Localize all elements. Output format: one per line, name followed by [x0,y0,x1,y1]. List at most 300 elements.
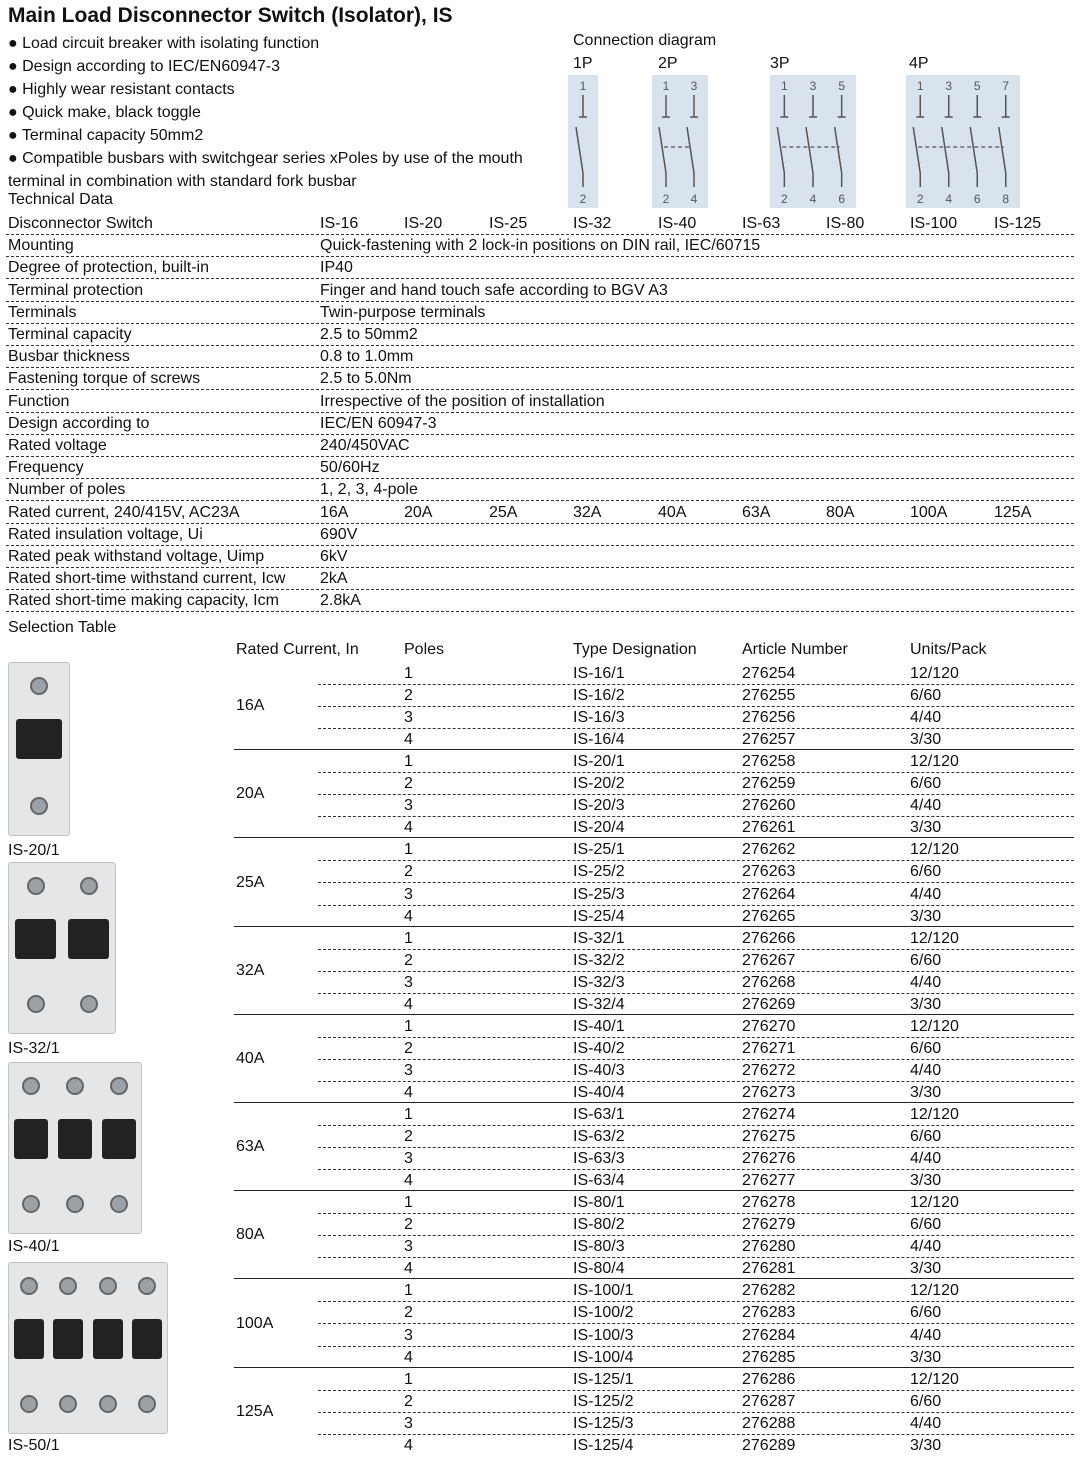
type-designation-cell: IS-20/3 [573,797,625,815]
toggle-lever-icon [93,1319,123,1359]
article-number-cell: 276284 [742,1326,796,1344]
poles-cell: 1 [404,753,413,771]
model-name: IS-80 [826,215,865,232]
units-pack-cell: 6/60 [910,775,942,793]
header-poles: Poles [404,641,445,658]
type-designation-cell: IS-80/3 [573,1238,625,1256]
type-designation-cell: IS-16/2 [573,687,625,705]
group-rated-current: 20A [236,785,265,803]
svg-text:4: 4 [690,192,698,206]
tech-row-label: Rated short-time withstand current, Icw [8,570,286,588]
terminal-screw-icon [30,677,48,695]
terminal-screw-icon [27,995,45,1013]
units-pack-cell: 4/40 [910,1326,942,1344]
poles-cell: 1 [404,1017,413,1035]
article-number-cell: 276275 [742,1128,796,1146]
tech-row-label: Frequency [8,459,84,477]
poles-cell: 3 [404,885,413,903]
article-number-cell: 276280 [742,1238,796,1256]
terminal-screw-icon [30,797,48,815]
type-designation-cell: IS-100/1 [573,1282,634,1300]
units-pack-cell: 6/60 [910,1304,942,1322]
feature-item: ● Highly wear resistant contacts [8,81,235,98]
units-pack-cell: 12/120 [910,1370,959,1388]
units-pack-cell: 4/40 [910,1150,942,1168]
tech-row-value: 240/450VAC [320,437,410,454]
toggle-lever-icon [68,919,108,959]
rated-current-value: 80A [826,503,855,521]
article-number-cell: 276285 [742,1348,796,1366]
tech-row [6,279,1074,302]
article-number-cell: 276255 [742,687,796,705]
feature-item: ● Quick make, black toggle [8,104,201,121]
toggle-lever-icon [132,1319,162,1359]
svg-text:2: 2 [780,192,788,206]
connection-diagram-3p [770,75,856,208]
tech-row-label: Function [8,392,70,410]
connection-diagram-1p [568,75,598,208]
group-rated-current: 40A [236,1049,265,1067]
group-rated-current: 125A [236,1402,274,1420]
terminal-screw-icon [22,1195,40,1213]
tech-row [6,434,1074,457]
pole-label-1p: 1P [573,55,593,72]
tech-row [6,301,1074,324]
units-pack-cell: 6/60 [910,1039,942,1057]
units-pack-cell: 3/30 [910,731,942,749]
type-designation-cell: IS-125/1 [573,1370,634,1388]
tech-row-label: Rated current, 240/415V, AC23A [8,503,240,521]
tech-row-label: Design according to [8,414,150,432]
tech-row [6,589,1074,612]
tech-row-value: 2.5 to 5.0Nm [320,370,412,388]
connection-diagram-title: Connection diagram [573,32,717,49]
article-number-cell: 276286 [742,1370,796,1388]
current-group [234,662,1074,750]
tech-row-label: Rated peak withstand voltage, Uimp [8,548,265,565]
type-designation-cell: IS-20/2 [573,775,625,793]
poles-cell: 3 [404,1326,413,1344]
article-number-cell: 276288 [742,1414,796,1432]
units-pack-cell: 12/120 [910,1282,959,1300]
terminal-screw-icon [99,1395,117,1413]
toggle-lever-icon [14,1119,47,1159]
isolator-device-image [8,1262,168,1434]
article-number-cell: 276265 [742,907,796,925]
poles-cell: 3 [404,973,413,991]
group-rated-current: 32A [236,961,265,979]
type-designation-cell: IS-16/4 [573,731,625,749]
article-number-cell: 276287 [742,1392,796,1410]
poles-cell: 3 [404,709,413,727]
group-rated-current: 63A [236,1138,265,1156]
type-designation-cell: IS-40/3 [573,1061,625,1079]
type-designation-cell: IS-63/1 [573,1106,625,1123]
tech-row-value: IEC/EN 60947-3 [320,414,437,432]
article-number-cell: 276269 [742,995,796,1013]
type-designation-cell: IS-40/4 [573,1083,625,1101]
current-group [234,1015,1074,1103]
tech-row-value: IP40 [320,259,353,277]
terminal-screw-icon [66,1077,84,1095]
tech-row-value: 690V [320,525,358,543]
units-pack-cell: 3/30 [910,1260,942,1278]
tech-row [6,567,1074,590]
poles-cell: 1 [404,929,413,947]
article-number-cell: 276282 [742,1282,796,1300]
units-pack-cell: 3/30 [910,819,942,837]
svg-text:2: 2 [916,192,924,206]
tech-header-row [6,212,1074,235]
article-number-cell: 276273 [742,1083,796,1101]
article-number-cell: 276272 [742,1061,796,1079]
toggle-lever-icon [15,919,55,959]
svg-text:2: 2 [662,192,670,206]
current-group [234,1191,1074,1279]
header-units-pack: Units/Pack [910,641,987,658]
svg-text:1: 1 [579,79,587,93]
header-article-number: Article Number [742,641,848,658]
tech-row [6,478,1074,501]
type-designation-cell: IS-80/4 [573,1260,625,1278]
units-pack-cell: 12/120 [910,665,959,682]
units-pack-cell: 4/40 [910,973,942,991]
type-designation-cell: IS-25/1 [573,841,625,859]
tech-row-value: Finger and hand touch safe according to BGV A3 [320,281,668,299]
rated-current-value: 20A [404,503,433,521]
article-number-cell: 276262 [742,841,796,859]
units-pack-cell: 3/30 [910,1436,942,1454]
terminal-screw-icon [99,1277,117,1295]
terminal-screw-icon [138,1395,156,1413]
article-number-cell: 276277 [742,1172,796,1190]
units-pack-cell: 12/120 [910,841,959,859]
feature-item: ● Design according to IEC/EN60947-3 [8,58,281,75]
type-designation-cell: IS-16/3 [573,709,625,727]
article-number-cell: 276279 [742,1216,796,1234]
terminal-screw-icon [80,995,98,1013]
tech-row-value: 2kA [320,570,348,588]
current-group [234,927,1074,1015]
feature-item: ● Compatible busbars with switchgear series xPoles by use of the mouth terminal in combination with standard fork busbar [8,150,523,190]
product-caption: IS-50/1 [8,1437,60,1454]
tech-row-label: Number of poles [8,481,126,499]
tech-row-value: Twin-purpose terminals [320,303,486,321]
type-designation-cell: IS-32/2 [573,951,625,969]
article-number-cell: 276281 [742,1260,796,1278]
terminal-screw-icon [110,1195,128,1213]
poles-cell: 1 [404,665,413,682]
article-number-cell: 276254 [742,665,796,682]
units-pack-cell: 6/60 [910,1392,942,1410]
article-number-cell: 276260 [742,797,796,815]
tech-row-label: Terminal protection [8,281,144,299]
current-group [234,1279,1074,1367]
units-pack-cell: 12/120 [910,753,959,771]
units-pack-cell: 12/120 [910,929,959,947]
tech-row-value: 2.8kA [320,592,361,610]
units-pack-cell: 6/60 [910,951,942,969]
tech-row [6,523,1074,546]
article-number-cell: 276274 [742,1106,796,1123]
svg-text:3: 3 [809,79,817,93]
tech-row-label: Terminal capacity [8,326,132,343]
product-caption: IS-40/1 [8,1238,60,1255]
model-name: IS-25 [489,215,528,232]
poles-cell: 2 [404,863,413,881]
article-number-cell: 276289 [742,1436,796,1454]
article-number-cell: 276259 [742,775,796,793]
svg-text:6: 6 [973,192,981,206]
type-designation-cell: IS-125/3 [573,1414,634,1432]
model-name: IS-125 [994,215,1042,232]
type-designation-cell: IS-80/2 [573,1216,625,1234]
tech-row-label: Degree of protection, built-in [8,259,209,277]
tech-row [6,345,1074,368]
article-number-cell: 276258 [742,753,796,771]
svg-text:7: 7 [1002,79,1010,93]
terminal-screw-icon [20,1395,38,1413]
poles-cell: 4 [404,1172,413,1190]
type-designation-cell: IS-32/4 [573,995,625,1013]
tech-row-label: Disconnector Switch [8,215,153,232]
terminal-screw-icon [66,1195,84,1213]
rated-current-value: 125A [994,503,1032,521]
tech-row-label: Terminals [8,303,77,321]
type-designation-cell: IS-32/1 [573,929,625,947]
units-pack-cell: 6/60 [910,863,942,881]
poles-cell: 2 [404,1128,413,1146]
group-rated-current: 16A [236,697,265,715]
units-pack-cell: 3/30 [910,1172,942,1190]
tech-row [6,367,1074,390]
article-number-cell: 276263 [742,863,796,881]
article-number-cell: 276264 [742,885,796,903]
header-type-designation: Type Designation [573,641,697,658]
svg-text:5: 5 [973,79,981,93]
poles-cell: 2 [404,1392,413,1410]
tech-row [6,545,1074,568]
type-designation-cell: IS-25/3 [573,885,625,903]
header-rated-current: Rated Current, In [236,641,359,658]
poles-cell: 4 [404,819,413,837]
poles-cell: 1 [404,1282,413,1300]
units-pack-cell: 6/60 [910,687,942,705]
model-name: IS-63 [742,215,781,232]
rated-current-value: 63A [742,503,771,521]
svg-text:8: 8 [1002,192,1010,206]
article-number-cell: 276257 [742,731,796,749]
poles-cell: 1 [404,1106,413,1123]
poles-cell: 1 [404,1370,413,1388]
terminal-screw-icon [22,1077,40,1095]
poles-cell: 1 [404,841,413,859]
rated-current-value: 100A [910,503,948,521]
article-number-cell: 276267 [742,951,796,969]
tech-row-value: 2.5 to 50mm2 [320,326,418,343]
tech-row-label: Busbar thickness [8,348,130,366]
rated-current-value: 32A [573,503,602,521]
feature-list [8,32,568,193]
pole-label-3p: 3P [770,55,790,72]
tech-row-label: Rated voltage [8,437,107,454]
toggle-lever-icon [16,719,62,759]
current-group [234,750,1074,838]
connection-diagram-2p [652,75,708,208]
tech-row-value: 6kV [320,548,348,565]
article-number-cell: 276270 [742,1017,796,1035]
poles-cell: 4 [404,731,413,749]
units-pack-cell: 12/120 [910,1106,959,1123]
units-pack-cell: 3/30 [910,1348,942,1366]
units-pack-cell: 3/30 [910,995,942,1013]
poles-cell: 2 [404,775,413,793]
type-designation-cell: IS-100/3 [573,1326,634,1344]
poles-cell: 3 [404,1150,413,1168]
feature-item: ● Terminal capacity 50mm2 [8,127,204,144]
poles-cell: 1 [404,1194,413,1212]
tech-row [6,323,1074,346]
current-group [234,838,1074,926]
units-pack-cell: 4/40 [910,885,942,903]
model-name: IS-20 [404,215,443,232]
toggle-lever-icon [58,1119,91,1159]
tech-row-label: Rated short-time making capacity, Icm [8,592,279,610]
type-designation-cell: IS-63/4 [573,1172,625,1190]
current-group [234,1368,1074,1455]
poles-cell: 4 [404,1348,413,1366]
svg-text:3: 3 [690,79,698,93]
terminal-screw-icon [80,877,98,895]
article-number-cell: 276266 [742,929,796,947]
poles-cell: 4 [404,995,413,1013]
terminal-screw-icon [20,1277,38,1295]
type-designation-cell: IS-25/4 [573,907,625,925]
poles-cell: 2 [404,1039,413,1057]
model-name: IS-16 [320,215,359,232]
model-name: IS-40 [658,215,697,232]
tech-row [6,234,1074,257]
tech-row-value: 50/60Hz [320,459,380,477]
product-caption: IS-20/1 [8,842,60,859]
pole-label-4p: 4P [909,55,929,72]
selection-table-title: Selection Table [8,619,117,636]
group-rated-current: 25A [236,873,265,891]
units-pack-cell: 4/40 [910,797,942,815]
type-designation-cell: IS-20/4 [573,819,625,837]
poles-cell: 3 [404,1061,413,1079]
tech-row-label: Fastening torque of screws [8,370,201,388]
terminal-screw-icon [59,1277,77,1295]
toggle-lever-icon [102,1119,135,1159]
units-pack-cell: 4/40 [910,1238,942,1256]
model-name: IS-100 [910,215,958,232]
type-designation-cell: IS-32/3 [573,973,625,991]
tech-row [6,412,1074,435]
model-name: IS-32 [573,215,612,232]
feature-item: ● Load circuit breaker with isolating function [8,35,320,52]
tech-row [6,390,1074,413]
tech-row [6,456,1074,479]
article-number-cell: 276261 [742,819,796,837]
tech-row-rated-current [6,501,1074,524]
units-pack-cell: 3/30 [910,1083,942,1101]
type-designation-cell: IS-40/1 [573,1017,625,1035]
rated-current-value: 16A [320,503,349,521]
svg-text:4: 4 [945,192,953,206]
type-designation-cell: IS-63/3 [573,1150,625,1168]
tech-row-value: 1, 2, 3, 4-pole [320,481,418,499]
tech-row [6,256,1074,279]
poles-cell: 2 [404,1304,413,1322]
poles-cell: 2 [404,687,413,705]
svg-text:6: 6 [838,192,846,206]
page-title: Main Load Disconnector Switch (Isolator), IS [8,4,453,27]
pole-label-2p: 2P [658,55,678,72]
tech-row-label: Mounting [8,237,74,255]
isolator-device-image [8,1062,142,1234]
tech-row-value: Irrespective of the position of installation [320,392,605,410]
poles-cell: 3 [404,1414,413,1432]
type-designation-cell: IS-125/2 [573,1392,634,1410]
article-number-cell: 276276 [742,1150,796,1168]
article-number-cell: 276283 [742,1304,796,1322]
rated-current-value: 25A [489,503,518,521]
svg-text:1: 1 [662,79,670,93]
units-pack-cell: 4/40 [910,1061,942,1079]
group-rated-current: 80A [236,1226,265,1244]
technical-data-title: Technical Data [8,191,113,208]
product-caption: IS-32/1 [8,1040,60,1057]
toggle-lever-icon [53,1319,83,1359]
poles-cell: 4 [404,907,413,925]
svg-text:3: 3 [945,79,953,93]
units-pack-cell: 12/120 [910,1017,959,1035]
terminal-screw-icon [27,877,45,895]
svg-text:4: 4 [809,192,817,206]
connection-diagram-4p [906,75,1020,208]
svg-text:1: 1 [780,79,788,93]
svg-text:5: 5 [838,79,846,93]
terminal-screw-icon [59,1395,77,1413]
svg-text:1: 1 [916,79,924,93]
poles-cell: 4 [404,1083,413,1101]
type-designation-cell: IS-100/2 [573,1304,634,1322]
type-designation-cell: IS-16/1 [573,665,625,682]
toggle-lever-icon [14,1319,44,1359]
units-pack-cell: 12/120 [910,1194,959,1212]
type-designation-cell: IS-100/4 [573,1348,634,1366]
poles-cell: 3 [404,1238,413,1256]
current-group [234,1103,1074,1191]
rated-current-value: 40A [658,503,687,521]
poles-cell: 2 [404,951,413,969]
type-designation-cell: IS-40/2 [573,1039,625,1057]
article-number-cell: 276278 [742,1194,796,1212]
poles-cell: 2 [404,1216,413,1234]
type-designation-cell: IS-125/4 [573,1436,634,1454]
tech-row-value: 0.8 to 1.0mm [320,348,414,366]
type-designation-cell: IS-63/2 [573,1128,625,1146]
poles-cell: 4 [404,1260,413,1278]
units-pack-cell: 4/40 [910,1414,942,1432]
terminal-screw-icon [110,1077,128,1095]
group-rated-current: 100A [236,1314,274,1332]
units-pack-cell: 6/60 [910,1128,942,1146]
units-pack-cell: 6/60 [910,1216,942,1234]
tech-row-label: Rated insulation voltage, Ui [8,525,203,543]
svg-text:2: 2 [579,192,587,206]
